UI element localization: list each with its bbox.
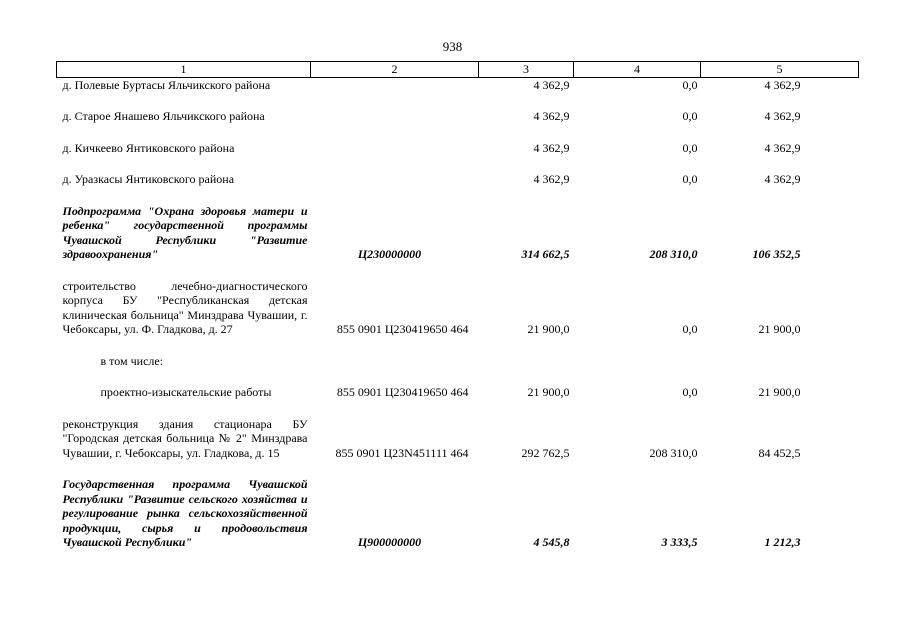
row-value-4: 0,0 — [682, 109, 698, 123]
row-value-5: 4 362,9 — [764, 77, 801, 92]
table-row — [57, 109, 859, 124]
row-value-3: 21 900,0 — [527, 322, 570, 336]
row-value-5: 21 900,0 — [758, 322, 801, 336]
table-row — [57, 141, 859, 156]
row-name: реконструкция здания стационара БУ "Городская детская больница № 2" Минздрава Чувашии, г. Чебоксары, ул. Гладкова, д. 15 — [62, 416, 308, 460]
row-value-3: 314 662,5 — [521, 247, 570, 261]
row-code: Ц230000000 — [357, 247, 422, 261]
row-value-5: 84 452,5 — [758, 445, 801, 460]
row-code: Ц900000000 — [357, 535, 422, 549]
row-value-5: 4 362,9 — [764, 140, 801, 155]
row-name: д. Старое Янашево Яльчикского района — [62, 109, 265, 123]
row-value-5: 1 212,3 — [764, 535, 801, 549]
row-value-5 — [701, 354, 859, 369]
row-value-3: 4 362,9 — [533, 77, 570, 92]
column-number-header — [57, 62, 859, 78]
table-row — [57, 172, 859, 187]
row-name: Государственная программа Чувашской Республики "Развитие сельского хозяйства и регулирование рынка сельскохозяйственной продукции, сырья и продовольствия Чувашской Республики" — [62, 477, 308, 549]
row-name: д. Уразкасы Янтиковского района — [62, 172, 235, 186]
row-value-3: 4 362,9 — [533, 172, 570, 186]
table-row-subprogram — [57, 204, 859, 262]
table-row — [57, 279, 859, 337]
row-code — [311, 172, 479, 187]
row-name: проектно-изыскательские работы — [100, 385, 272, 399]
row-name: строительство лечебно-диагностического корпуса БУ "Республиканская детская клиническая больница" Минздрава Чувашии, г. Чебоксары, ул. Ф. Гладкова, д. 27 — [62, 278, 308, 336]
row-value-5: 4 362,9 — [764, 172, 801, 186]
table-row-program — [57, 477, 859, 550]
row-code: 855 0901 Ц23N451111 464 — [335, 445, 469, 460]
row-code: 855 0901 Ц230419650 464 — [336, 322, 469, 336]
header-col-2: 2 — [311, 62, 479, 78]
row-code — [311, 109, 479, 124]
header-col-5: 5 — [701, 62, 859, 78]
row-name: д. Кичкеево Янтиковского района — [62, 140, 235, 155]
table-row — [57, 385, 859, 400]
row-code — [311, 354, 479, 369]
row-value-3: 4 362,9 — [533, 140, 570, 155]
row-value-5: 106 352,5 — [752, 247, 801, 261]
row-value-4: 0,0 — [682, 140, 698, 155]
row-value-4: 0,0 — [682, 385, 698, 399]
row-value-5: 21 900,0 — [758, 385, 801, 399]
row-value-5: 4 362,9 — [764, 109, 801, 123]
row-value-4: 0,0 — [682, 77, 698, 92]
header-col-1: 1 — [57, 62, 311, 78]
header-col-3: 3 — [479, 62, 574, 78]
row-code — [311, 77, 479, 92]
row-value-3: 4 362,9 — [533, 109, 570, 123]
page-number: 938 — [442, 39, 463, 54]
row-value-4: 0,0 — [682, 172, 698, 186]
table-row — [57, 77, 859, 92]
row-name: в том числе: — [100, 353, 164, 368]
row-value-3: 4 545,8 — [533, 535, 570, 549]
row-value-3: 292 762,5 — [521, 445, 570, 460]
row-value-3 — [479, 354, 574, 369]
row-value-3: 21 900,0 — [527, 385, 570, 399]
row-value-4 — [574, 354, 701, 369]
table-row — [57, 354, 859, 369]
row-code — [311, 141, 479, 156]
header-col-4: 4 — [574, 62, 701, 78]
row-value-4: 0,0 — [682, 322, 698, 336]
budget-table — [56, 61, 859, 550]
row-value-4: 208 310,0 — [649, 445, 698, 460]
row-value-4: 3 333,5 — [661, 535, 698, 549]
table-row — [57, 417, 859, 461]
row-name: Подпрограмма "Охрана здоровья матери и ребенка" государственной программы Чувашской Республики "Развитие здравоохранения" — [62, 203, 308, 261]
row-code: 855 0901 Ц230419650 464 — [336, 385, 469, 399]
row-value-4: 208 310,0 — [649, 247, 698, 261]
row-name: д. Полевые Буртасы Яльчикского района — [62, 77, 271, 92]
